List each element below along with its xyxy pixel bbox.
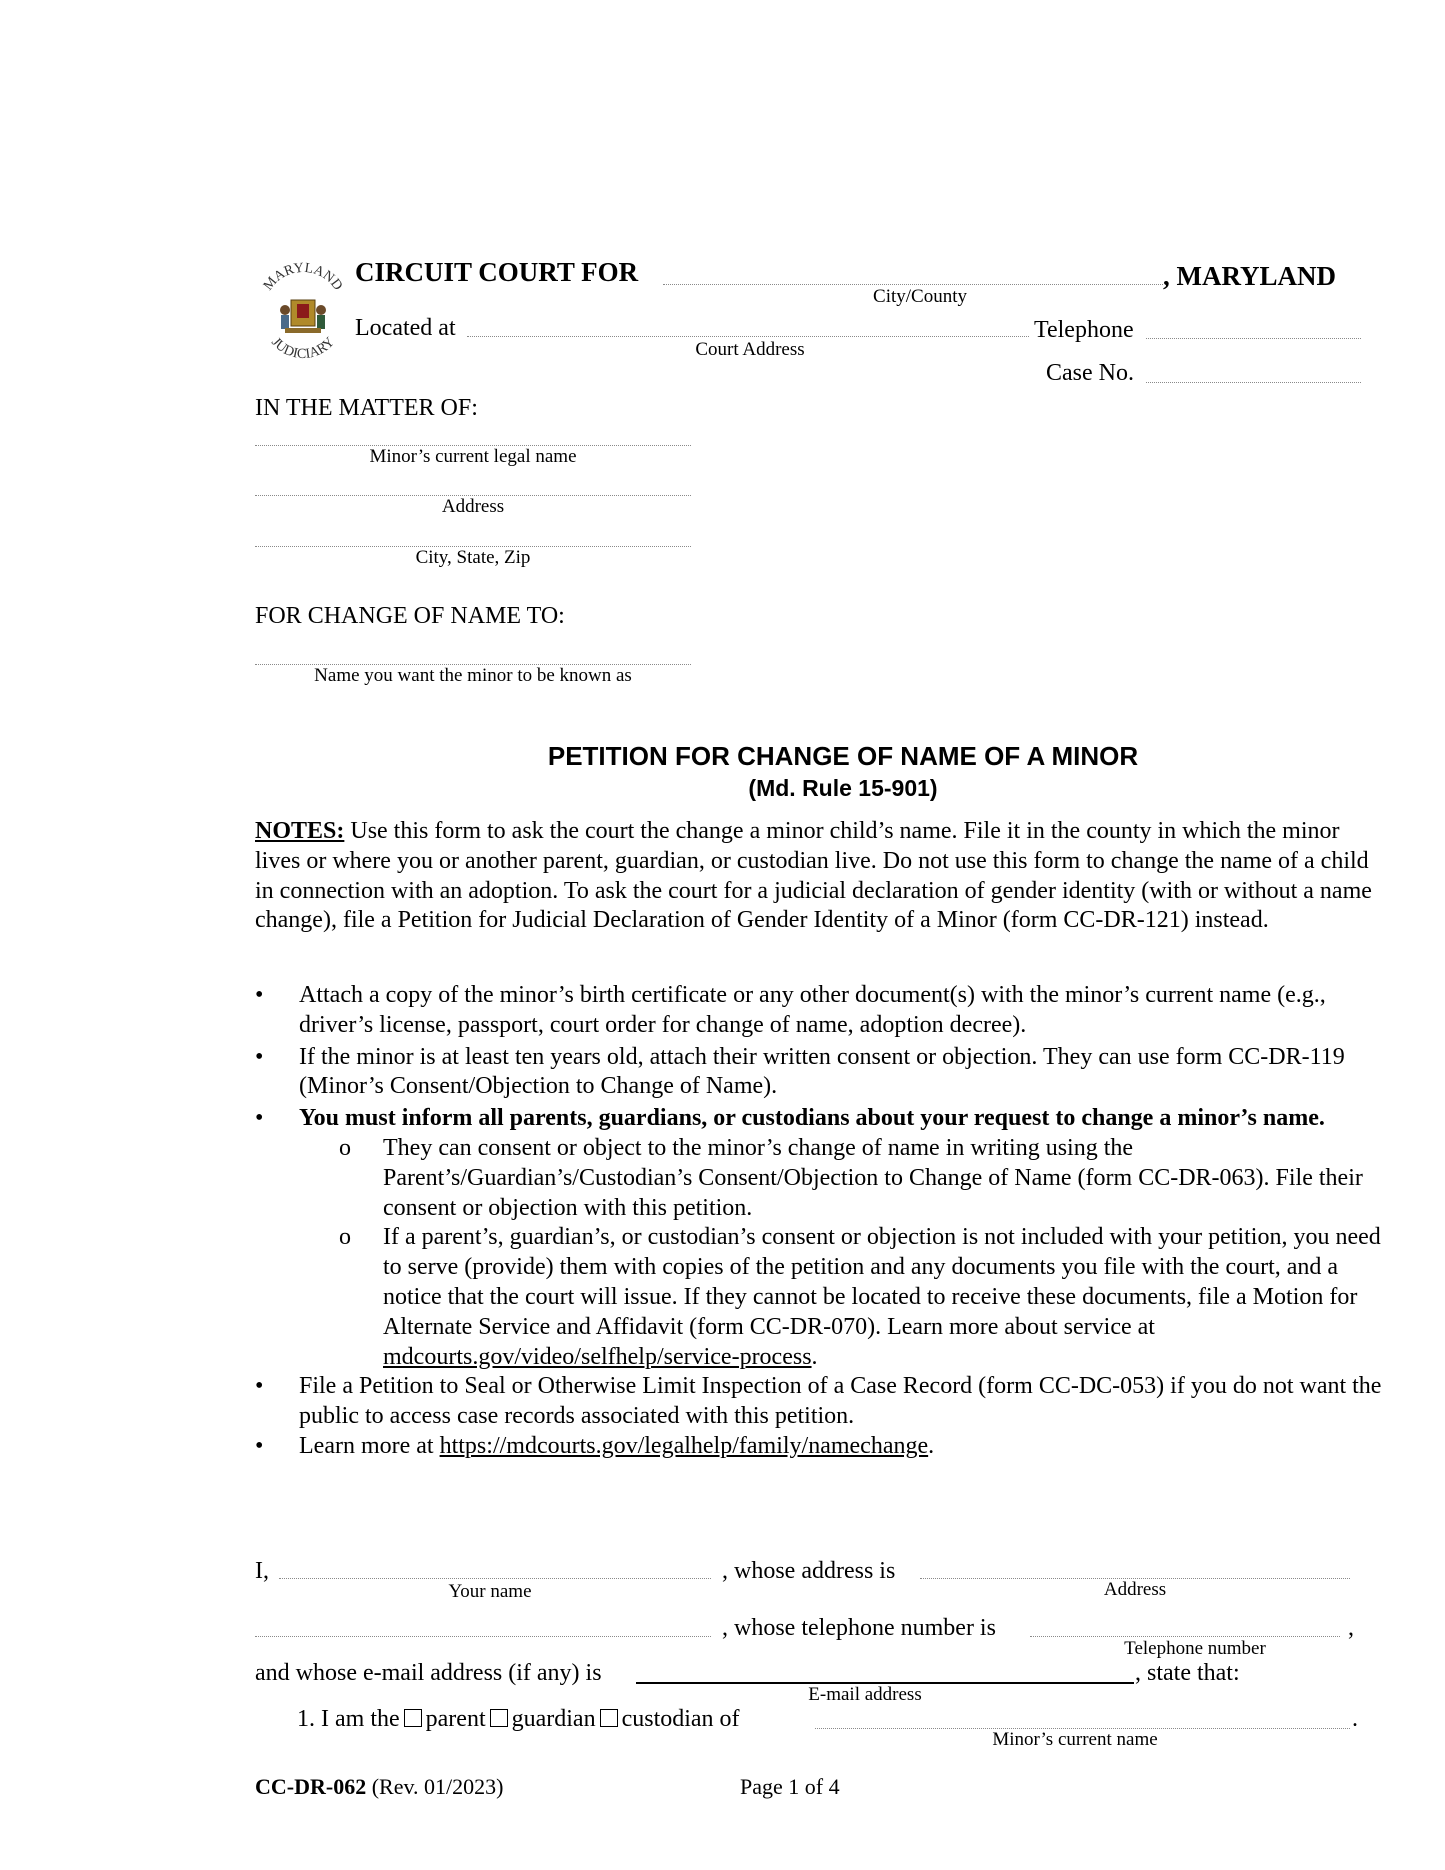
city-county-field[interactable] xyxy=(663,284,1163,285)
guardian-label: guardian xyxy=(511,1706,596,1732)
new-name-caption: Name you want the minor to be known as xyxy=(314,665,632,686)
custodian-label: custodian of xyxy=(621,1706,740,1732)
maryland-label: , MARYLAND xyxy=(1163,261,1337,291)
namechange-link[interactable]: https://mdcourts.gov/legalhelp/family/namechange xyxy=(439,1432,929,1459)
petitioner-address-caption: Address xyxy=(1103,1579,1167,1600)
maryland-judiciary-seal xyxy=(255,258,351,368)
city-county-caption: City/County xyxy=(873,286,967,307)
period: . xyxy=(928,1432,935,1459)
revision: (Rev. 01/2023) xyxy=(366,1774,504,1799)
telephone-number-caption: Telephone number xyxy=(1124,1638,1266,1659)
period: . xyxy=(1352,1706,1358,1732)
list-item: • File a Petition to Seal or Otherwise Limit Inspection of a Case Record (form CC-DC-053) if you do not want the public to access case records associated with this petition. xyxy=(255,1372,1385,1432)
svg-text:MARYLAND: MARYLAND xyxy=(260,260,346,294)
instructions-list xyxy=(255,981,1385,1462)
case-no-field[interactable] xyxy=(1146,382,1361,383)
custodian-checkbox[interactable] xyxy=(600,1709,618,1727)
petitioner-telephone-field[interactable] xyxy=(1030,1636,1340,1637)
whose-address-label: , whose address is xyxy=(722,1558,896,1584)
telephone-label: Telephone xyxy=(1034,317,1134,343)
your-name-caption: Your name xyxy=(448,1581,532,1602)
service-text: If a parent’s, guardian’s, or custodian’s consent or objection is not included with your petition, you need to serve (provide) them with copies of the petition and any documents you file with the court, and a notice that the court will issue. If they cannot be located to receive these documents, file a Motion for Alternate Service and Affidavit (form CC-DR-070). Learn more about service at xyxy=(383,1224,1381,1340)
form-rule: (Md. Rule 15-901) xyxy=(748,775,938,801)
form-title: PETITION FOR CHANGE OF NAME OF A MINOR xyxy=(547,741,1139,771)
circuit-court-label: CIRCUIT COURT FOR xyxy=(355,257,639,287)
notes-text: Use this form to ask the court the change a minor child’s name. File it in the county in which the minor lives or where you or another parent, guardian, or custodian live. Do not use this form to change the name of a child in connection with an adoption. To ask the court for a judicial declaration of gender identity (with or without a name change), file a Petition for Judicial Declaration of Gender Identity of a Minor (form CC-DR-121) instead. xyxy=(255,818,1372,934)
item-1-label: 1. I am the xyxy=(297,1706,400,1732)
form-id: CC-DR-062 xyxy=(255,1774,367,1799)
sub-list-item: o They can consent or object to the minor’s change of name in writing using the Parent’s/Guardian’s/Custodian’s Consent/Objection to Change of Name (form CC-DR-063). File their consent or objection with this petition. xyxy=(255,1134,1385,1223)
period: . xyxy=(811,1343,818,1370)
parent-label: parent xyxy=(425,1706,486,1732)
change-of-name-heading: FOR CHANGE OF NAME TO: xyxy=(255,603,565,629)
notes-label: NOTES: xyxy=(255,818,345,844)
form-number xyxy=(255,1773,503,1800)
case-no-label: Case No. xyxy=(1046,360,1134,386)
minor-current-name-caption: Minor’s current name xyxy=(992,1729,1158,1750)
list-item: • Attach a copy of the minor’s birth certificate or any other document(s) with the minor’s current name (e.g., driver’s license, passport, court order for change of name, adoption decree). xyxy=(255,981,1385,1041)
svg-text:JUDICIARY: JUDICIARY xyxy=(268,334,338,363)
email-label: and whose e-mail address (if any) is xyxy=(255,1660,602,1686)
list-item: • If the minor is at least ten years old, attach their written consent or objection. They can use form CC-DR-119 (Minor’s Consent/Objection to Change of Name). xyxy=(255,1043,1385,1103)
inform-parents-text: You must inform all parents, guardians, or custodians about your request to change a minor’s name. xyxy=(299,1105,1325,1132)
service-process-link[interactable]: mdcourts.gov/video/selfhelp/service-process xyxy=(383,1343,812,1370)
your-name-field[interactable] xyxy=(279,1578,711,1579)
item-1-row xyxy=(297,1704,740,1734)
court-address-caption: Court Address xyxy=(695,339,805,360)
learn-more-text: Learn more at xyxy=(299,1432,440,1459)
whose-telephone-label: , whose telephone number is xyxy=(722,1615,996,1641)
guardian-checkbox[interactable] xyxy=(490,1709,508,1727)
city-state-zip-caption: City, State, Zip xyxy=(415,547,531,568)
parent-checkbox[interactable] xyxy=(404,1709,422,1727)
sub-list xyxy=(255,1134,1385,1372)
located-at-label: Located at xyxy=(355,315,456,341)
minor-address-caption: Address xyxy=(441,496,505,517)
court-telephone-field[interactable] xyxy=(1146,338,1361,339)
comma: , xyxy=(1348,1615,1354,1641)
i-label: I, xyxy=(255,1558,269,1584)
list-item xyxy=(255,1432,1385,1462)
court-address-field[interactable] xyxy=(467,336,1029,337)
state-that-label: , state that: xyxy=(1135,1660,1240,1686)
in-the-matter-heading: IN THE MATTER OF: xyxy=(255,395,478,421)
minor-name-caption: Minor’s current legal name xyxy=(369,446,577,467)
petitioner-address-line2-field[interactable] xyxy=(255,1636,711,1637)
page-number: Page 1 of 4 xyxy=(740,1774,840,1799)
sub-list-item xyxy=(255,1223,1385,1372)
email-caption: E-mail address xyxy=(808,1684,922,1705)
notes-paragraph xyxy=(255,817,1375,936)
list-item xyxy=(255,1104,1385,1372)
